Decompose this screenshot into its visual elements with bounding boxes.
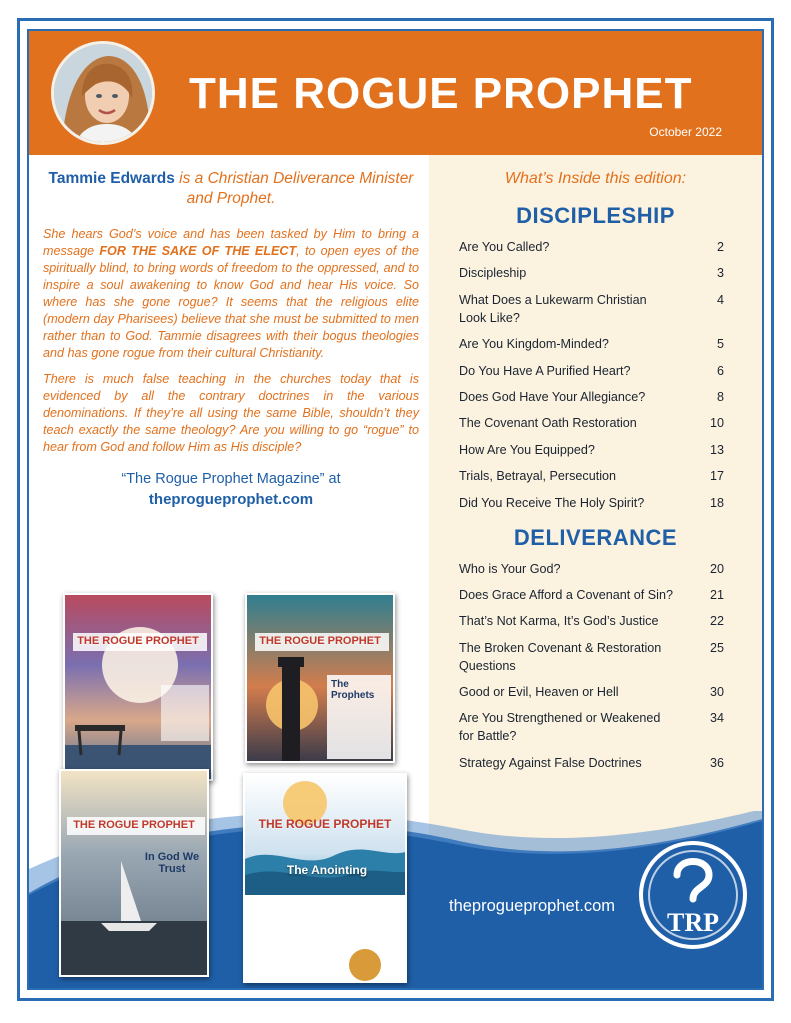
magazine-covers [55, 589, 415, 989]
bio-paragraph [43, 226, 419, 362]
toc-item-page: 18 [709, 495, 724, 510]
toc-intro: What’s Inside this edition: [504, 170, 687, 187]
toc-item[interactable] [459, 291, 724, 327]
toc-item[interactable] [459, 683, 724, 701]
logo-text: TRP [667, 908, 719, 937]
toc-item-title: Are You Strengthened or Weakened for Battle? [459, 711, 661, 744]
cover-4-title: THE ROGUE PROPHET [258, 817, 392, 831]
toc-item-page: 6 [716, 363, 724, 378]
toc-item-title: Do You Have A Purified Heart? [459, 363, 631, 378]
toc-item-title: The Covenant Oath Restoration [459, 416, 637, 431]
toc-item-title: Does God Have Your Allegiance? [459, 389, 646, 404]
toc-item[interactable] [459, 639, 724, 675]
toc-item-title: Who is Your God? [459, 561, 561, 576]
toc-item-title: What Does a Lukewarm Christian Look Like? [459, 292, 647, 325]
magazine-url-link[interactable]: theprogueprophet.com [148, 491, 314, 508]
cover-2-title: THE ROGUE PROPHET [259, 635, 381, 647]
toc-item[interactable] [459, 238, 724, 256]
toc-item-title: Are You Called? [459, 240, 550, 254]
bio-emphasis: FOR THE SAKE OF THE ELECT [99, 244, 297, 258]
cover-3-subtitle: In God We Trust [144, 851, 200, 875]
cover-2[interactable] [245, 593, 395, 763]
author-avatar [51, 41, 155, 145]
toc-item[interactable] [459, 264, 724, 282]
toc-list-discipleship [429, 238, 762, 512]
magazine-title: THE ROGUE PROPHET [189, 69, 693, 118]
toc-item-page: 20 [709, 561, 724, 576]
table-of-contents [429, 169, 762, 780]
issue-date: October 2022 [649, 125, 722, 139]
toc-item-page: 17 [709, 469, 724, 484]
toc-list-deliverance [429, 560, 762, 772]
toc-item-title: The Broken Covenant & Restoration Questions [459, 640, 662, 673]
cover-1[interactable] [63, 593, 213, 781]
section-title-deliverance: DELIVERANCE [513, 524, 678, 550]
toc-item-page: 13 [709, 442, 724, 457]
toc-item[interactable] [459, 467, 724, 485]
toc-item-title: Trials, Betrayal, Persecution [459, 469, 617, 484]
toc-item[interactable] [459, 709, 724, 745]
toc-item[interactable] [459, 362, 724, 380]
section-title-discipleship: DISCIPLESHIP [516, 203, 675, 228]
toc-item-page: 2 [716, 240, 724, 254]
author-description: is a Christian Deliverance Minister and Prophet. [179, 170, 414, 207]
toc-item[interactable] [459, 586, 724, 604]
toc-item[interactable] [459, 441, 724, 459]
page-frame [27, 29, 764, 990]
toc-item[interactable] [459, 388, 724, 406]
cover-3[interactable] [59, 769, 209, 977]
toc-item[interactable] [459, 612, 724, 630]
toc-item-page: 5 [716, 337, 724, 352]
toc-item-page: 3 [716, 266, 724, 281]
author-intro [43, 169, 419, 209]
cover-2-subtitle: The Prophets [331, 679, 375, 701]
toc-item-page: 4 [716, 292, 724, 307]
toc-item-title: Good or Evil, Heaven or Hell [459, 685, 619, 700]
cover-4-subtitle: The Anointing [286, 863, 368, 877]
cover-3-title: THE ROGUE PROPHET [73, 819, 195, 831]
toc-item[interactable] [459, 335, 724, 353]
magazine-line: “The Rogue Prophet Magazine” at [121, 471, 341, 487]
toc-item-title: Strategy Against False Doctrines [459, 755, 642, 770]
toc-item-page: 30 [709, 685, 724, 700]
cover-4[interactable] [243, 773, 407, 983]
toc-item-page: 8 [716, 389, 724, 404]
footer-url-link[interactable]: theprogueprophet.com [449, 897, 616, 915]
toc-item[interactable] [459, 414, 724, 432]
cover-1-title: THE ROGUE PROPHET [77, 635, 199, 647]
author-name: Tammie Edwards [48, 170, 175, 187]
header-banner [29, 31, 762, 155]
toc-item[interactable] [459, 560, 724, 578]
toc-item[interactable] [459, 494, 724, 512]
bio-text-1: She hears God’s voice and has been tasked by Him to bring a message [43, 227, 419, 258]
toc-item-title: Does Grace Afford a Covenant of Sin? [459, 587, 673, 602]
toc-item-page: 34 [709, 711, 724, 726]
toc-item-title: That’s Not Karma, It’s God’s Justice [459, 614, 659, 629]
toc-item-page: 10 [709, 416, 724, 431]
toc-item-title: Discipleship [459, 266, 527, 281]
toc-item-page: 36 [709, 755, 724, 770]
toc-item-title: Are You Kingdom-Minded? [459, 337, 609, 352]
toc-item[interactable] [459, 754, 724, 772]
toc-item-title: Did You Receive The Holy Spirit? [459, 495, 645, 510]
bio-paragraph-2: There is much false teaching in the churches today that is evidenced by all the contrary doctrines in the various denominations. If they’re all using the same Bible, shouldn’t they teach exactly the same theology? Are you willing to go “rogue” to hear from God and follow Him as His disciple? [43, 372, 419, 454]
toc-item-title: How Are You Equipped? [459, 442, 595, 457]
intro-column [43, 169, 419, 510]
trp-logo [637, 839, 749, 951]
bio-text-2: , to open eyes of the spiritually blind, to bring words of freedom to the oppressed, and to inspire a soul awakening to know God and hear His voice. So where has she gone rogue? It seems that the religious elite (modern day Pharisees) believe that she must be submitted to men rather than to God. Tammie disagrees with their bogus theologies and has gone rogue from their cultural Christianity. [43, 244, 420, 360]
toc-item-page: 25 [709, 640, 724, 655]
toc-item-page: 22 [709, 614, 724, 629]
toc-item-page: 21 [709, 587, 724, 602]
